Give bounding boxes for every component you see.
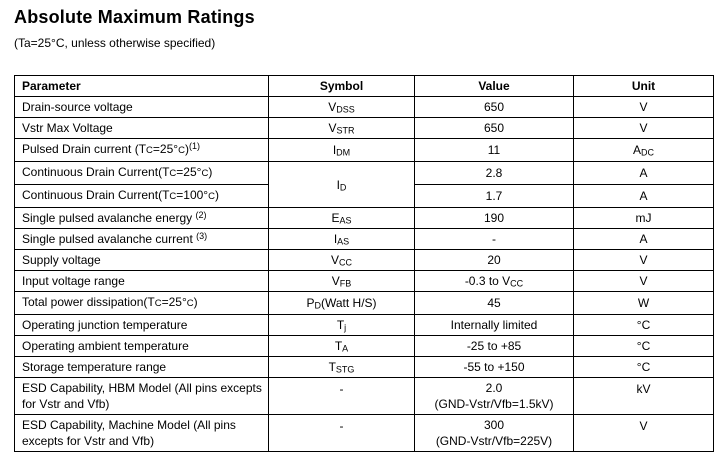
column-header-value: Value — [415, 76, 574, 97]
cell-text: Internally limited — [450, 318, 538, 332]
unit-cell — [574, 292, 714, 315]
cell-text: ) — [214, 188, 219, 202]
cell-text: E — [331, 211, 340, 225]
unit-cell — [574, 139, 714, 162]
cell-text: Operating junction temperature — [22, 318, 188, 332]
value-cell — [415, 415, 574, 452]
cell-text: A — [639, 189, 648, 203]
column-header-parameter: Parameter — [15, 76, 269, 97]
value-cell — [415, 208, 574, 229]
cell-text: °C — [636, 360, 651, 374]
unit-cell — [574, 357, 714, 378]
cell-text: =25° — [176, 165, 202, 179]
cell-text: V — [328, 121, 337, 135]
cell-text: ) — [208, 165, 213, 179]
cell-text: 20 — [487, 253, 501, 267]
cell-text: Single pulsed avalanche energy — [22, 211, 196, 225]
cell-text: 650 — [483, 100, 505, 114]
cell-text: D — [339, 182, 347, 192]
cell-text: 300 — [483, 418, 505, 432]
value-cell — [415, 315, 574, 336]
cell-text: Supply voltage — [22, 253, 101, 267]
cell-text: FB — [339, 278, 352, 289]
param-cell — [15, 97, 269, 118]
cell-text: ESD Capability, HBM Model (All pins excepts for Vstr and Vfb) — [22, 381, 262, 411]
unit-cell — [574, 208, 714, 229]
cell-text: V — [639, 100, 648, 114]
cell-text: ESD Capability, Machine Model (All pins excepts for Vstr and Vfb) — [22, 418, 236, 448]
cell-text: C — [169, 168, 177, 179]
cell-text: I — [333, 232, 338, 246]
cell-text: 45 — [487, 296, 501, 310]
value-cell — [415, 378, 574, 415]
cell-text: 11 — [487, 143, 501, 157]
value-cell — [415, 336, 574, 357]
cell-text: CC — [339, 257, 352, 268]
cell-text: P — [306, 296, 315, 310]
cell-text: 2.0 — [485, 381, 503, 395]
cell-text: Total power dissipation(T — [22, 295, 155, 309]
cell-text: V — [330, 253, 339, 267]
cell-text: ) — [193, 295, 198, 309]
table-row — [15, 357, 714, 378]
cell-text: V — [639, 121, 648, 135]
table-row — [15, 97, 714, 118]
cell-text: - — [492, 232, 496, 246]
cell-text: Vstr Max Voltage — [22, 121, 113, 135]
symbol-cell — [269, 162, 415, 208]
value-cell — [415, 292, 574, 315]
table-row — [15, 250, 714, 271]
cell-text: ) — [184, 142, 189, 156]
cell-text: (2) — [195, 210, 207, 220]
symbol-cell — [269, 97, 415, 118]
cell-text: V — [328, 100, 337, 114]
value-cell — [415, 139, 574, 162]
cell-text: (3) — [196, 231, 208, 241]
cell-text: mJ — [635, 211, 652, 225]
param-cell — [15, 250, 269, 271]
cell-text: I — [336, 177, 340, 192]
cell-text: C — [154, 298, 162, 309]
cell-text: V — [639, 419, 648, 433]
cell-text: C — [146, 145, 153, 156]
table-row — [15, 415, 714, 452]
table-header — [15, 76, 714, 97]
cell-text: C — [201, 168, 209, 179]
cell-text: (1) — [188, 141, 200, 151]
symbol-cell — [269, 271, 415, 292]
param-cell — [15, 271, 269, 292]
cell-text: - — [339, 419, 344, 433]
cell-text: =25° — [161, 295, 187, 309]
value-cell — [415, 250, 574, 271]
symbol-cell — [269, 357, 415, 378]
cell-text: A — [342, 343, 349, 354]
cell-text: A — [639, 166, 648, 180]
unit-cell — [574, 271, 714, 292]
cell-text: DM — [336, 147, 351, 158]
unit-cell — [574, 97, 714, 118]
cell-text: W — [637, 296, 650, 310]
table-row — [15, 229, 714, 250]
table-row — [15, 208, 714, 229]
param-cell — [15, 336, 269, 357]
header-row — [15, 76, 714, 97]
cell-text: 2.8 — [485, 166, 503, 180]
param-cell — [15, 162, 269, 185]
table-row — [15, 271, 714, 292]
param-cell — [15, 315, 269, 336]
cell-text: 1.7 — [485, 189, 503, 203]
symbol-cell — [269, 378, 415, 415]
cell-text: 190 — [483, 211, 505, 225]
symbol-cell — [269, 118, 415, 139]
unit-cell — [574, 315, 714, 336]
cell-text: -25 to +85 — [466, 339, 522, 353]
symbol-cell — [269, 415, 415, 452]
param-cell — [15, 185, 269, 208]
cell-text: °C — [636, 318, 651, 332]
cell-text: C — [186, 298, 194, 309]
cell-text: Continuous Drain Current(T — [22, 188, 170, 202]
value-cell — [415, 271, 574, 292]
column-header-symbol: Symbol — [269, 76, 415, 97]
symbol-cell — [269, 250, 415, 271]
table-row — [15, 315, 714, 336]
cell-text: C — [178, 145, 185, 156]
cell-text: C — [208, 191, 215, 202]
cell-text: T — [334, 339, 343, 353]
cell-text: Storage temperature range — [22, 360, 167, 374]
symbol-cell — [269, 315, 415, 336]
value-cell — [415, 162, 574, 185]
cell-text: Single pulsed avalanche current — [22, 232, 197, 246]
param-cell — [15, 357, 269, 378]
cell-text: D — [314, 300, 321, 311]
value-cell — [415, 357, 574, 378]
cell-text: (Watt H/S) — [320, 296, 377, 310]
cell-text: Drain-source voltage — [22, 100, 133, 114]
unit-cell — [574, 378, 714, 415]
cell-text: C — [169, 191, 177, 202]
table-row — [15, 378, 714, 415]
cell-text: 650 — [483, 121, 505, 135]
cell-text: -55 to +150 — [463, 360, 525, 374]
cell-text: - — [339, 382, 344, 396]
symbol-cell — [269, 336, 415, 357]
cell-text: T — [336, 318, 345, 332]
table-row — [15, 118, 714, 139]
param-cell — [15, 139, 269, 162]
unit-cell — [574, 336, 714, 357]
value-cell — [415, 229, 574, 250]
cell-text: T — [328, 360, 336, 374]
unit-cell — [574, 415, 714, 452]
param-cell — [15, 378, 269, 415]
cell-text: STR — [336, 125, 355, 136]
cell-text: I — [332, 143, 337, 157]
table-body — [15, 97, 714, 452]
cell-text: =25° — [152, 142, 179, 156]
column-header-unit: Unit — [574, 76, 714, 97]
cell-text: =100° — [176, 188, 209, 202]
unit-cell — [574, 229, 714, 250]
cell-text: Continuous Drain Current(T — [22, 165, 170, 179]
value-cell — [415, 118, 574, 139]
unit-cell — [574, 185, 714, 208]
cell-text: AS — [337, 236, 350, 247]
cell-text: AS — [339, 215, 352, 226]
cell-text: Pulsed Drain current (T — [22, 142, 147, 156]
param-cell — [15, 415, 269, 452]
cell-text: DSS — [336, 104, 355, 115]
cell-text: DC — [641, 147, 654, 158]
cell-text: j — [344, 322, 347, 333]
page-subtitle: (Ta=25°C, unless otherwise specified) — [14, 36, 216, 50]
cell-text: A — [639, 232, 648, 246]
cell-text: (GND-Vstr/Vfb=1.5kV) — [434, 397, 554, 411]
symbol-cell — [269, 229, 415, 250]
cell-text: V — [331, 274, 340, 288]
cell-text: kV — [636, 382, 651, 396]
table-row — [15, 139, 714, 162]
cell-text: V — [639, 253, 648, 267]
cell-text: °C — [636, 339, 651, 353]
cell-text: (GND-Vstr/Vfb=225V) — [435, 434, 553, 448]
page-title: Absolute Maximum Ratings — [14, 7, 255, 27]
symbol-cell — [269, 139, 415, 162]
param-cell — [15, 229, 269, 250]
table-row — [15, 162, 714, 185]
cell-text: Input voltage range — [22, 274, 125, 288]
cell-text: STG — [335, 364, 355, 375]
param-cell — [15, 118, 269, 139]
symbol-cell — [269, 292, 415, 315]
value-cell — [415, 97, 574, 118]
unit-cell — [574, 118, 714, 139]
unit-cell — [574, 162, 714, 185]
cell-text: Operating ambient temperature — [22, 339, 189, 353]
table-row — [15, 336, 714, 357]
absolute-maximum-ratings-table — [14, 75, 714, 452]
cell-text: A — [632, 143, 641, 157]
value-cell — [415, 185, 574, 208]
table-row — [15, 292, 714, 315]
cell-text: V — [639, 274, 648, 288]
cell-text: -0.3 to V — [464, 274, 511, 288]
symbol-cell — [269, 208, 415, 229]
param-cell — [15, 292, 269, 315]
cell-text: CC — [510, 278, 524, 289]
unit-cell — [574, 250, 714, 271]
param-cell — [15, 208, 269, 229]
